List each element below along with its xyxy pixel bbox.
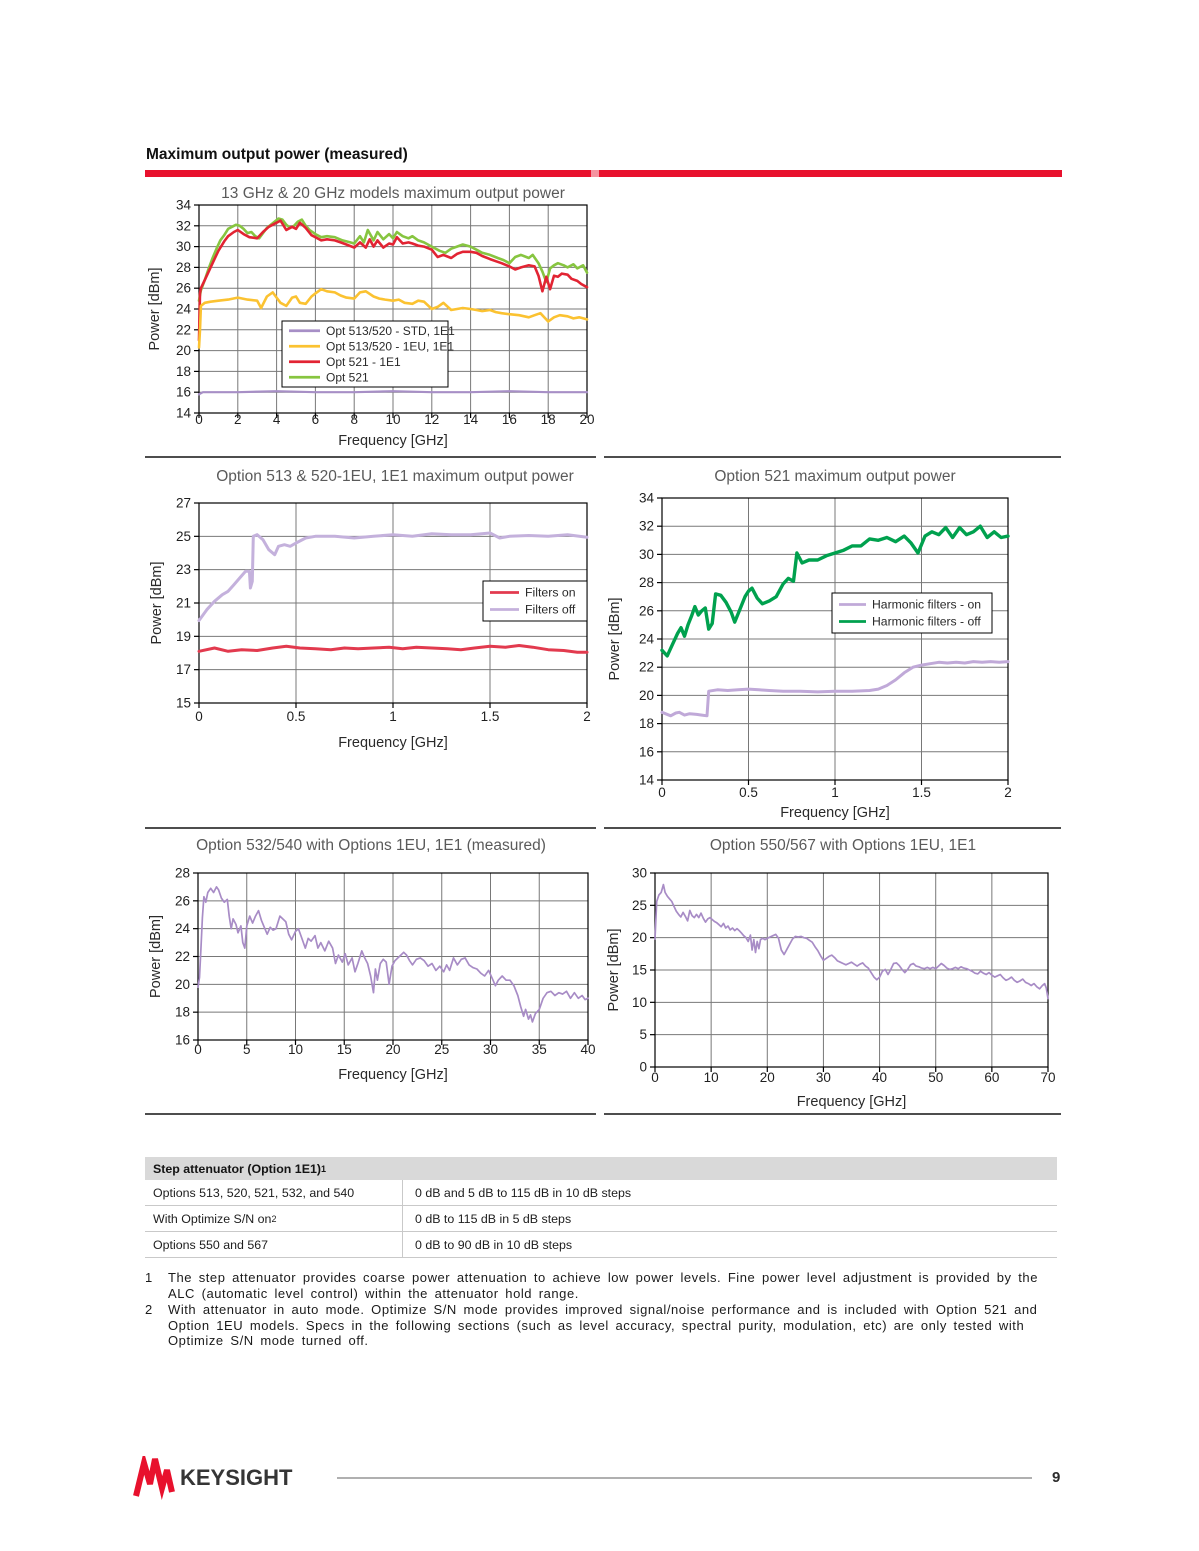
svg-text:Frequency [GHz]: Frequency [GHz] xyxy=(338,433,448,449)
svg-text:4: 4 xyxy=(272,412,281,427)
footnote-number: 1 xyxy=(145,1270,153,1285)
svg-text:24: 24 xyxy=(638,631,654,647)
svg-text:0: 0 xyxy=(194,1042,202,1057)
svg-text:2: 2 xyxy=(583,709,591,724)
row-label-text: With Optimize S/N on xyxy=(153,1211,272,1226)
svg-text:24: 24 xyxy=(174,921,190,937)
table-header xyxy=(145,1157,1057,1180)
table-row-value xyxy=(402,1206,1057,1231)
svg-text:Frequency [GHz]: Frequency [GHz] xyxy=(796,1094,907,1110)
table-header-label: Step attenuator (Option 1E1) xyxy=(153,1161,321,1176)
chart-13-20ghz-models-max-power xyxy=(145,182,607,458)
svg-text:6: 6 xyxy=(311,412,320,427)
svg-text:Filters on: Filters on xyxy=(525,585,576,600)
chart-option-532-540-max-power xyxy=(145,836,607,1088)
chart-option-521-max-power xyxy=(603,463,1065,828)
svg-text:8: 8 xyxy=(350,412,358,427)
footnote-ref-2: 2 xyxy=(271,1213,277,1224)
svg-text:Frequency [GHz]: Frequency [GHz] xyxy=(338,735,448,751)
divider xyxy=(145,456,596,458)
svg-text:20: 20 xyxy=(638,687,654,703)
table-row-label xyxy=(145,1232,402,1257)
svg-text:0: 0 xyxy=(658,785,666,800)
svg-text:16: 16 xyxy=(174,1032,190,1048)
svg-text:40: 40 xyxy=(872,1070,888,1085)
svg-text:20: 20 xyxy=(175,343,191,359)
svg-text:35: 35 xyxy=(531,1042,547,1057)
svg-text:12: 12 xyxy=(424,412,440,427)
row-label-text: Options 550 and 567 xyxy=(153,1237,269,1252)
svg-text:0: 0 xyxy=(651,1070,659,1085)
svg-text:32: 32 xyxy=(175,218,191,234)
svg-text:25: 25 xyxy=(175,528,191,544)
svg-text:Power [dBm]: Power [dBm] xyxy=(147,267,163,351)
svg-text:26: 26 xyxy=(638,603,654,619)
svg-text:40: 40 xyxy=(580,1042,596,1057)
svg-text:Harmonic filters - off: Harmonic filters - off xyxy=(872,614,981,629)
svg-text:10: 10 xyxy=(631,994,647,1010)
footnote-1 xyxy=(145,1270,1061,1302)
svg-text:25: 25 xyxy=(631,897,647,913)
row-value-text: 0 dB to 115 dB in 5 dB steps xyxy=(415,1211,572,1226)
svg-text:20: 20 xyxy=(174,976,190,992)
row-value-text: 0 dB to 90 dB in 10 dB steps xyxy=(415,1237,573,1252)
svg-text:1.5: 1.5 xyxy=(912,785,931,800)
svg-text:28: 28 xyxy=(174,865,190,881)
footnotes xyxy=(145,1270,1061,1349)
svg-text:14: 14 xyxy=(175,405,191,421)
svg-text:26: 26 xyxy=(175,280,191,296)
table-row-value xyxy=(402,1180,1057,1205)
svg-text:15: 15 xyxy=(631,962,647,978)
chart-option-550-567-max-power xyxy=(603,836,1065,1112)
divider xyxy=(145,827,596,829)
svg-text:30: 30 xyxy=(638,546,654,562)
page-number: 9 xyxy=(1052,1469,1061,1486)
divider xyxy=(604,456,1061,458)
svg-text:32: 32 xyxy=(638,518,654,534)
keysight-spark-icon xyxy=(133,1456,175,1500)
svg-text:50: 50 xyxy=(928,1070,944,1085)
svg-text:Frequency [GHz]: Frequency [GHz] xyxy=(338,1067,448,1083)
svg-text:Power [dBm]: Power [dBm] xyxy=(148,915,164,998)
keysight-logo xyxy=(133,1456,292,1500)
svg-text:34: 34 xyxy=(175,197,191,213)
section-accent-bar xyxy=(145,170,1062,177)
svg-text:26: 26 xyxy=(174,893,190,909)
svg-text:18: 18 xyxy=(638,716,654,732)
table-row-label xyxy=(145,1180,402,1205)
svg-text:0: 0 xyxy=(195,709,203,724)
footnote-number: 2 xyxy=(145,1301,153,1317)
svg-text:20: 20 xyxy=(631,930,647,946)
svg-text:22: 22 xyxy=(175,322,191,338)
svg-text:24: 24 xyxy=(175,301,191,317)
table-row xyxy=(145,1180,1057,1206)
svg-text:15: 15 xyxy=(175,695,191,711)
svg-text:30: 30 xyxy=(631,865,647,881)
divider xyxy=(145,1113,596,1115)
svg-text:30: 30 xyxy=(815,1070,831,1085)
svg-text:0: 0 xyxy=(639,1059,647,1075)
svg-text:Power [dBm]: Power [dBm] xyxy=(149,561,165,645)
svg-text:2: 2 xyxy=(234,412,242,427)
svg-text:Opt 513/520 - STD, 1E1: Opt 513/520 - STD, 1E1 xyxy=(326,323,455,338)
svg-text:23: 23 xyxy=(175,562,191,578)
svg-text:20: 20 xyxy=(579,412,595,427)
svg-text:10: 10 xyxy=(703,1070,719,1085)
svg-text:28: 28 xyxy=(175,259,191,275)
svg-text:16: 16 xyxy=(175,384,191,400)
chart-option-513-520-max-power xyxy=(145,463,607,755)
footer-rule xyxy=(337,1477,1032,1479)
svg-text:Option 550/567 with Options 1E: Option 550/567 with Options 1EU, 1E1 xyxy=(709,837,977,854)
svg-text:Harmonic filters - on: Harmonic filters - on xyxy=(872,597,982,612)
svg-text:18: 18 xyxy=(175,363,191,379)
svg-text:Opt 521: Opt 521 xyxy=(326,370,369,385)
table-row xyxy=(145,1206,1057,1232)
svg-text:19: 19 xyxy=(175,628,191,644)
footnote-text: The step attenuator provides coarse power attenuation to achieve low power levels. Fine power level adjustment is provided by the ALC (automatic level control) within the attenuator hold range. xyxy=(168,1270,1038,1301)
row-label-text: Options 513, 520, 521, 532, and 540 xyxy=(153,1185,355,1200)
svg-text:22: 22 xyxy=(638,659,654,675)
svg-text:0.5: 0.5 xyxy=(739,785,758,800)
svg-text:10: 10 xyxy=(287,1042,304,1057)
svg-text:1: 1 xyxy=(389,709,397,724)
svg-text:Power [dBm]: Power [dBm] xyxy=(606,928,622,1012)
brand-name: KEYSIGHT xyxy=(180,1465,293,1490)
svg-text:28: 28 xyxy=(638,575,654,591)
footnote-2 xyxy=(145,1302,1061,1350)
page-title: Maximum output power (measured) xyxy=(146,146,408,163)
svg-text:5: 5 xyxy=(242,1042,251,1057)
svg-text:Frequency [GHz]: Frequency [GHz] xyxy=(780,805,890,821)
table-row-label xyxy=(145,1206,402,1231)
svg-text:70: 70 xyxy=(1040,1070,1056,1085)
svg-text:Option 513 & 520-1EU, 1E1 maxi: Option 513 & 520-1EU, 1E1 maximum output power xyxy=(216,468,574,485)
svg-text:0.5: 0.5 xyxy=(286,709,306,724)
table-row xyxy=(145,1232,1057,1258)
svg-text:14: 14 xyxy=(463,412,479,427)
svg-text:Opt 521 - 1E1: Opt 521 - 1E1 xyxy=(326,354,401,369)
svg-text:Option 521 maximum output powe: Option 521 maximum output power xyxy=(714,468,956,485)
section-accent-bar-notch xyxy=(591,170,599,177)
step-attenuator-table xyxy=(145,1157,1057,1258)
svg-text:5: 5 xyxy=(639,1027,647,1043)
table-row-value xyxy=(402,1232,1057,1257)
svg-text:Power [dBm]: Power [dBm] xyxy=(607,597,623,681)
svg-text:17: 17 xyxy=(175,662,191,678)
footnote-text: With attenuator in auto mode. Optimize S/N mode provides improved signal/noise performance and is included with Option 521 and Option 1EU models. Specs in the following sections (such as level accuracy, spectral purity, modulation, etc) are only tested with Optimize S/N mode turned off. xyxy=(168,1301,1038,1349)
divider xyxy=(604,1113,1061,1115)
footnote-ref-1: 1 xyxy=(320,1163,326,1174)
divider xyxy=(604,827,1061,829)
svg-text:0: 0 xyxy=(195,412,203,427)
svg-text:60: 60 xyxy=(984,1070,1000,1085)
svg-text:18: 18 xyxy=(174,1004,190,1020)
svg-text:2: 2 xyxy=(1004,785,1012,800)
svg-text:16: 16 xyxy=(638,744,654,760)
svg-text:Opt 513/520 - 1EU, 1E1: Opt 513/520 - 1EU, 1E1 xyxy=(326,339,455,354)
svg-text:22: 22 xyxy=(174,949,190,964)
svg-text:1.5: 1.5 xyxy=(480,709,500,724)
svg-text:10: 10 xyxy=(385,412,401,427)
svg-text:14: 14 xyxy=(638,772,654,788)
svg-text:30: 30 xyxy=(175,239,191,255)
svg-text:18: 18 xyxy=(540,412,556,427)
svg-text:Option 532/540 with Options 1E: Option 532/540 with Options 1EU, 1E1 (measured) xyxy=(196,837,546,854)
svg-text:25: 25 xyxy=(434,1042,450,1057)
svg-text:34: 34 xyxy=(638,490,654,506)
row-value-text: 0 dB and 5 dB to 115 dB in 10 dB steps xyxy=(415,1185,632,1200)
svg-text:21: 21 xyxy=(175,595,191,611)
svg-text:20: 20 xyxy=(385,1042,401,1057)
svg-text:16: 16 xyxy=(501,412,517,427)
svg-text:Filters off: Filters off xyxy=(525,602,576,617)
svg-text:1: 1 xyxy=(831,785,839,800)
svg-text:13 GHz & 20 GHz models maximum: 13 GHz & 20 GHz models maximum output power xyxy=(221,185,565,202)
svg-text:20: 20 xyxy=(759,1070,775,1085)
svg-text:15: 15 xyxy=(336,1042,352,1057)
svg-text:27: 27 xyxy=(175,495,191,511)
svg-text:30: 30 xyxy=(482,1042,499,1057)
